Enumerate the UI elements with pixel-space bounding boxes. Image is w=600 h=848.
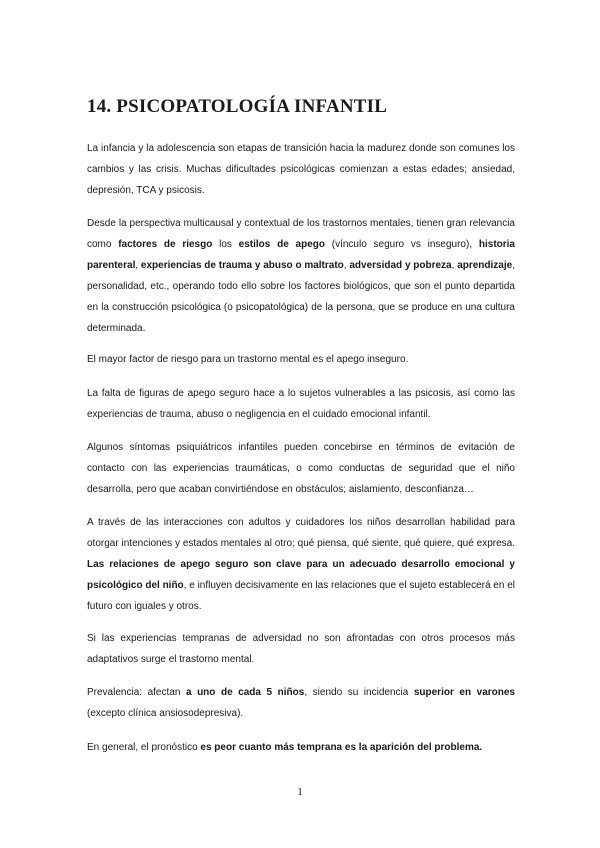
text-run: Algunos síntomas psiquiátricos infantiles pueden concebirse en términos de evitación de contacto con las experiencias traumáticas, o como conductas de seguridad que el niño desarrolla, pero que acaban convirtiéndose en obstáculos; aislamiento, desconfianza… [87,442,515,495]
paragraph-5 [87,437,515,500]
page-number: 1 [297,786,303,798]
bold-text-run: estilos de apego [238,239,325,250]
paragraph-3 [87,349,515,370]
text-run: La falta de figuras de apego seguro hace a lo sujetos vulnerables a las psicosis, así como las experiencias de trauma, abuso o negligencia en el cuidado emocional infantil. [87,388,515,420]
paragraph-2 [87,213,515,339]
text-run: , siendo su incidencia [304,687,414,698]
bold-text-run: es peor cuanto más temprana es la aparición del problema. [200,742,483,753]
bold-text-run: Las relaciones de apego seguro son clave para un adecuado desarrollo emocional y psicológico del niño [87,559,515,591]
text-run: , [451,260,458,271]
text-run: La infancia y la adolescencia son etapas de transición hacia la madurez donde son comunes los cambios y las crisis. Muchas dificultades psicológicas comienzan a estas edades; ansiedad, depresión, TCA y psicosis. [87,143,515,196]
text-run: Desde la perspectiva multicausal y contextual de los trastornos mentales, tienen gran relevancia como [87,218,515,250]
paragraph-9 [87,737,515,758]
bold-text-run: adversidad y pobreza [349,260,452,271]
text-run: los [212,239,239,250]
bold-text-run: historia parenteral [87,239,515,271]
text-run: , [343,260,350,271]
bold-text-run: experiencias de trauma y abuso o maltrato [140,260,344,271]
text-run: , personalidad, etc., operando todo ello sobre los factores biológicos, que son el punto departida en la construcción psicológica (o psicopatológica) de la persona, que se produce en una cultura determinada. [87,260,515,334]
bold-text-run: aprendizaje [457,260,513,271]
paragraph-1 [87,138,515,201]
text-run: Si las experiencias tempranas de adversidad no son afrontadas con otros procesos más adaptativos surge el trastorno mental. [87,633,515,665]
page-title: 14. PSICOPATOLOGÍA INFANTIL [87,96,388,117]
text-run: , [135,260,141,271]
paragraph-7 [87,628,515,670]
text-run: A través de las interacciones con adultos y cuidadores los niños desarrollan habilidad para otorgar intenciones y estados mentales al otro; qué piensa, qué siente, qué quiere, qué expresa. [87,517,515,549]
text-run: (excepto clínica ansiosodepresiva). [87,708,244,719]
text-run: En general, el pronóstico [87,742,201,753]
bold-text-run: a uno de cada 5 niños [185,687,305,698]
paragraph-4 [87,383,515,425]
text-run: , e influyen decisivamente en las relaciones que el sujeto establecerá en el futuro con iguales y otros. [87,580,515,612]
text-run: (vínculo seguro vs inseguro), [324,239,479,250]
bold-text-run: superior en varones [413,687,515,698]
paragraph-6 [87,512,515,617]
text-run: Prevalencia: afectan [87,687,186,698]
bold-text-run: factores de riesgo [118,239,213,250]
paragraph-8 [87,682,515,724]
text-run: El mayor factor de riesgo para un trastorno mental es el apego inseguro. [87,354,409,365]
